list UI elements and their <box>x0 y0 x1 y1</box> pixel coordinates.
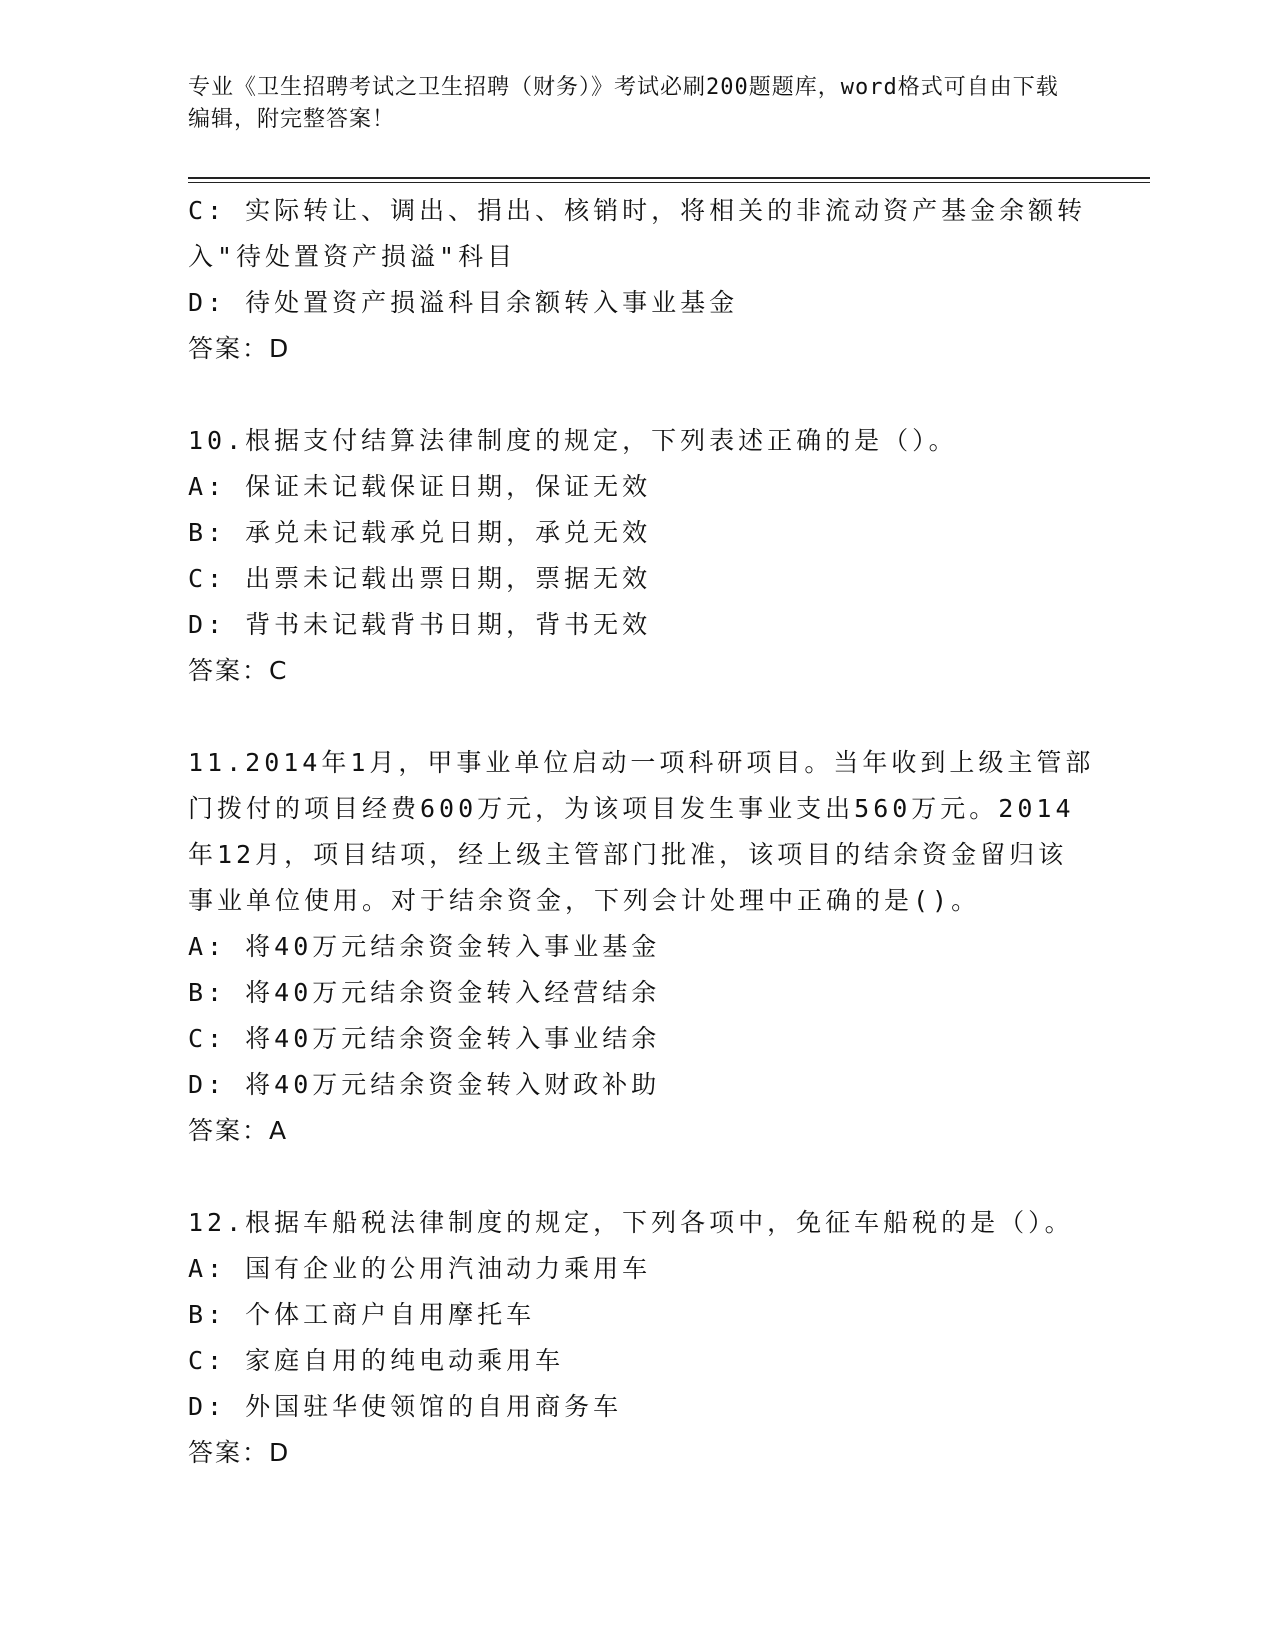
option-c-line2: 入"待处置资产损溢"科目 <box>188 242 517 271</box>
header-rule-thick <box>188 177 1150 179</box>
answer-line: 答案：A <box>188 1116 289 1145</box>
option-d: D: 背书未记载背书日期，背书无效 <box>188 610 652 639</box>
option-b: B: 个体工商户自用摩托车 <box>188 1300 536 1329</box>
option-c: C: 出票未记载出票日期，票据无效 <box>188 564 652 593</box>
question-stem-line: 门拨付的项目经费600万元，为该项目发生事业支出560万元。2014 <box>188 794 1075 823</box>
question-10 <box>188 418 1088 694</box>
option-d: D: 外国驻华使领馆的自用商务车 <box>188 1392 623 1421</box>
question-stem: 10.根据支付结算法律制度的规定，下列表述正确的是（）。 <box>188 426 958 455</box>
question-12 <box>188 1200 1088 1476</box>
option-b: B: 承兑未记载承兑日期，承兑无效 <box>188 518 652 547</box>
answer-line: 答案：C <box>188 656 289 685</box>
answer-line: 答案：D <box>188 334 291 363</box>
question-stem-line: 事业单位使用。对于结余资金，下列会计处理中正确的是()。 <box>188 886 981 915</box>
option-d: D: 将40万元结余资金转入财政补助 <box>188 1070 661 1099</box>
document-header: 专业《卫生招聘考试之卫生招聘（财务）》考试必刷200题题库，word格式可自由下载编辑，附完整答案！ <box>188 75 1059 132</box>
question-stem-line: 年12月，项目结项，经上级主管部门批准，该项目的结余资金留归该 <box>188 840 1068 869</box>
question-stem-line: 11.2014年1月，甲事业单位启动一项科研项目。当年收到上级主管部 <box>188 748 1095 777</box>
question-stem: 12.根据车船税法律制度的规定，下列各项中，免征车船税的是（）。 <box>188 1208 1074 1237</box>
answer-line: 答案：D <box>188 1438 291 1467</box>
option-a: A: 将40万元结余资金转入事业基金 <box>188 932 661 961</box>
question-11 <box>188 740 1095 1154</box>
option-c-line1: C: 实际转让、调出、捐出、核销时，将相关的非流动资产基金余额转 <box>188 196 1087 225</box>
option-c: C: 将40万元结余资金转入事业结余 <box>188 1024 661 1053</box>
option-a: A: 国有企业的公用汽油动力乘用车 <box>188 1254 652 1283</box>
option-b: B: 将40万元结余资金转入经营结余 <box>188 978 661 1007</box>
option-d: D: 待处置资产损溢科目余额转入事业基金 <box>188 288 739 317</box>
option-a: A: 保证未记载保证日期，保证无效 <box>188 472 652 501</box>
question-list <box>188 188 1095 1476</box>
header-rule-thin <box>188 182 1150 183</box>
option-c: C: 家庭自用的纯电动乘用车 <box>188 1346 565 1375</box>
